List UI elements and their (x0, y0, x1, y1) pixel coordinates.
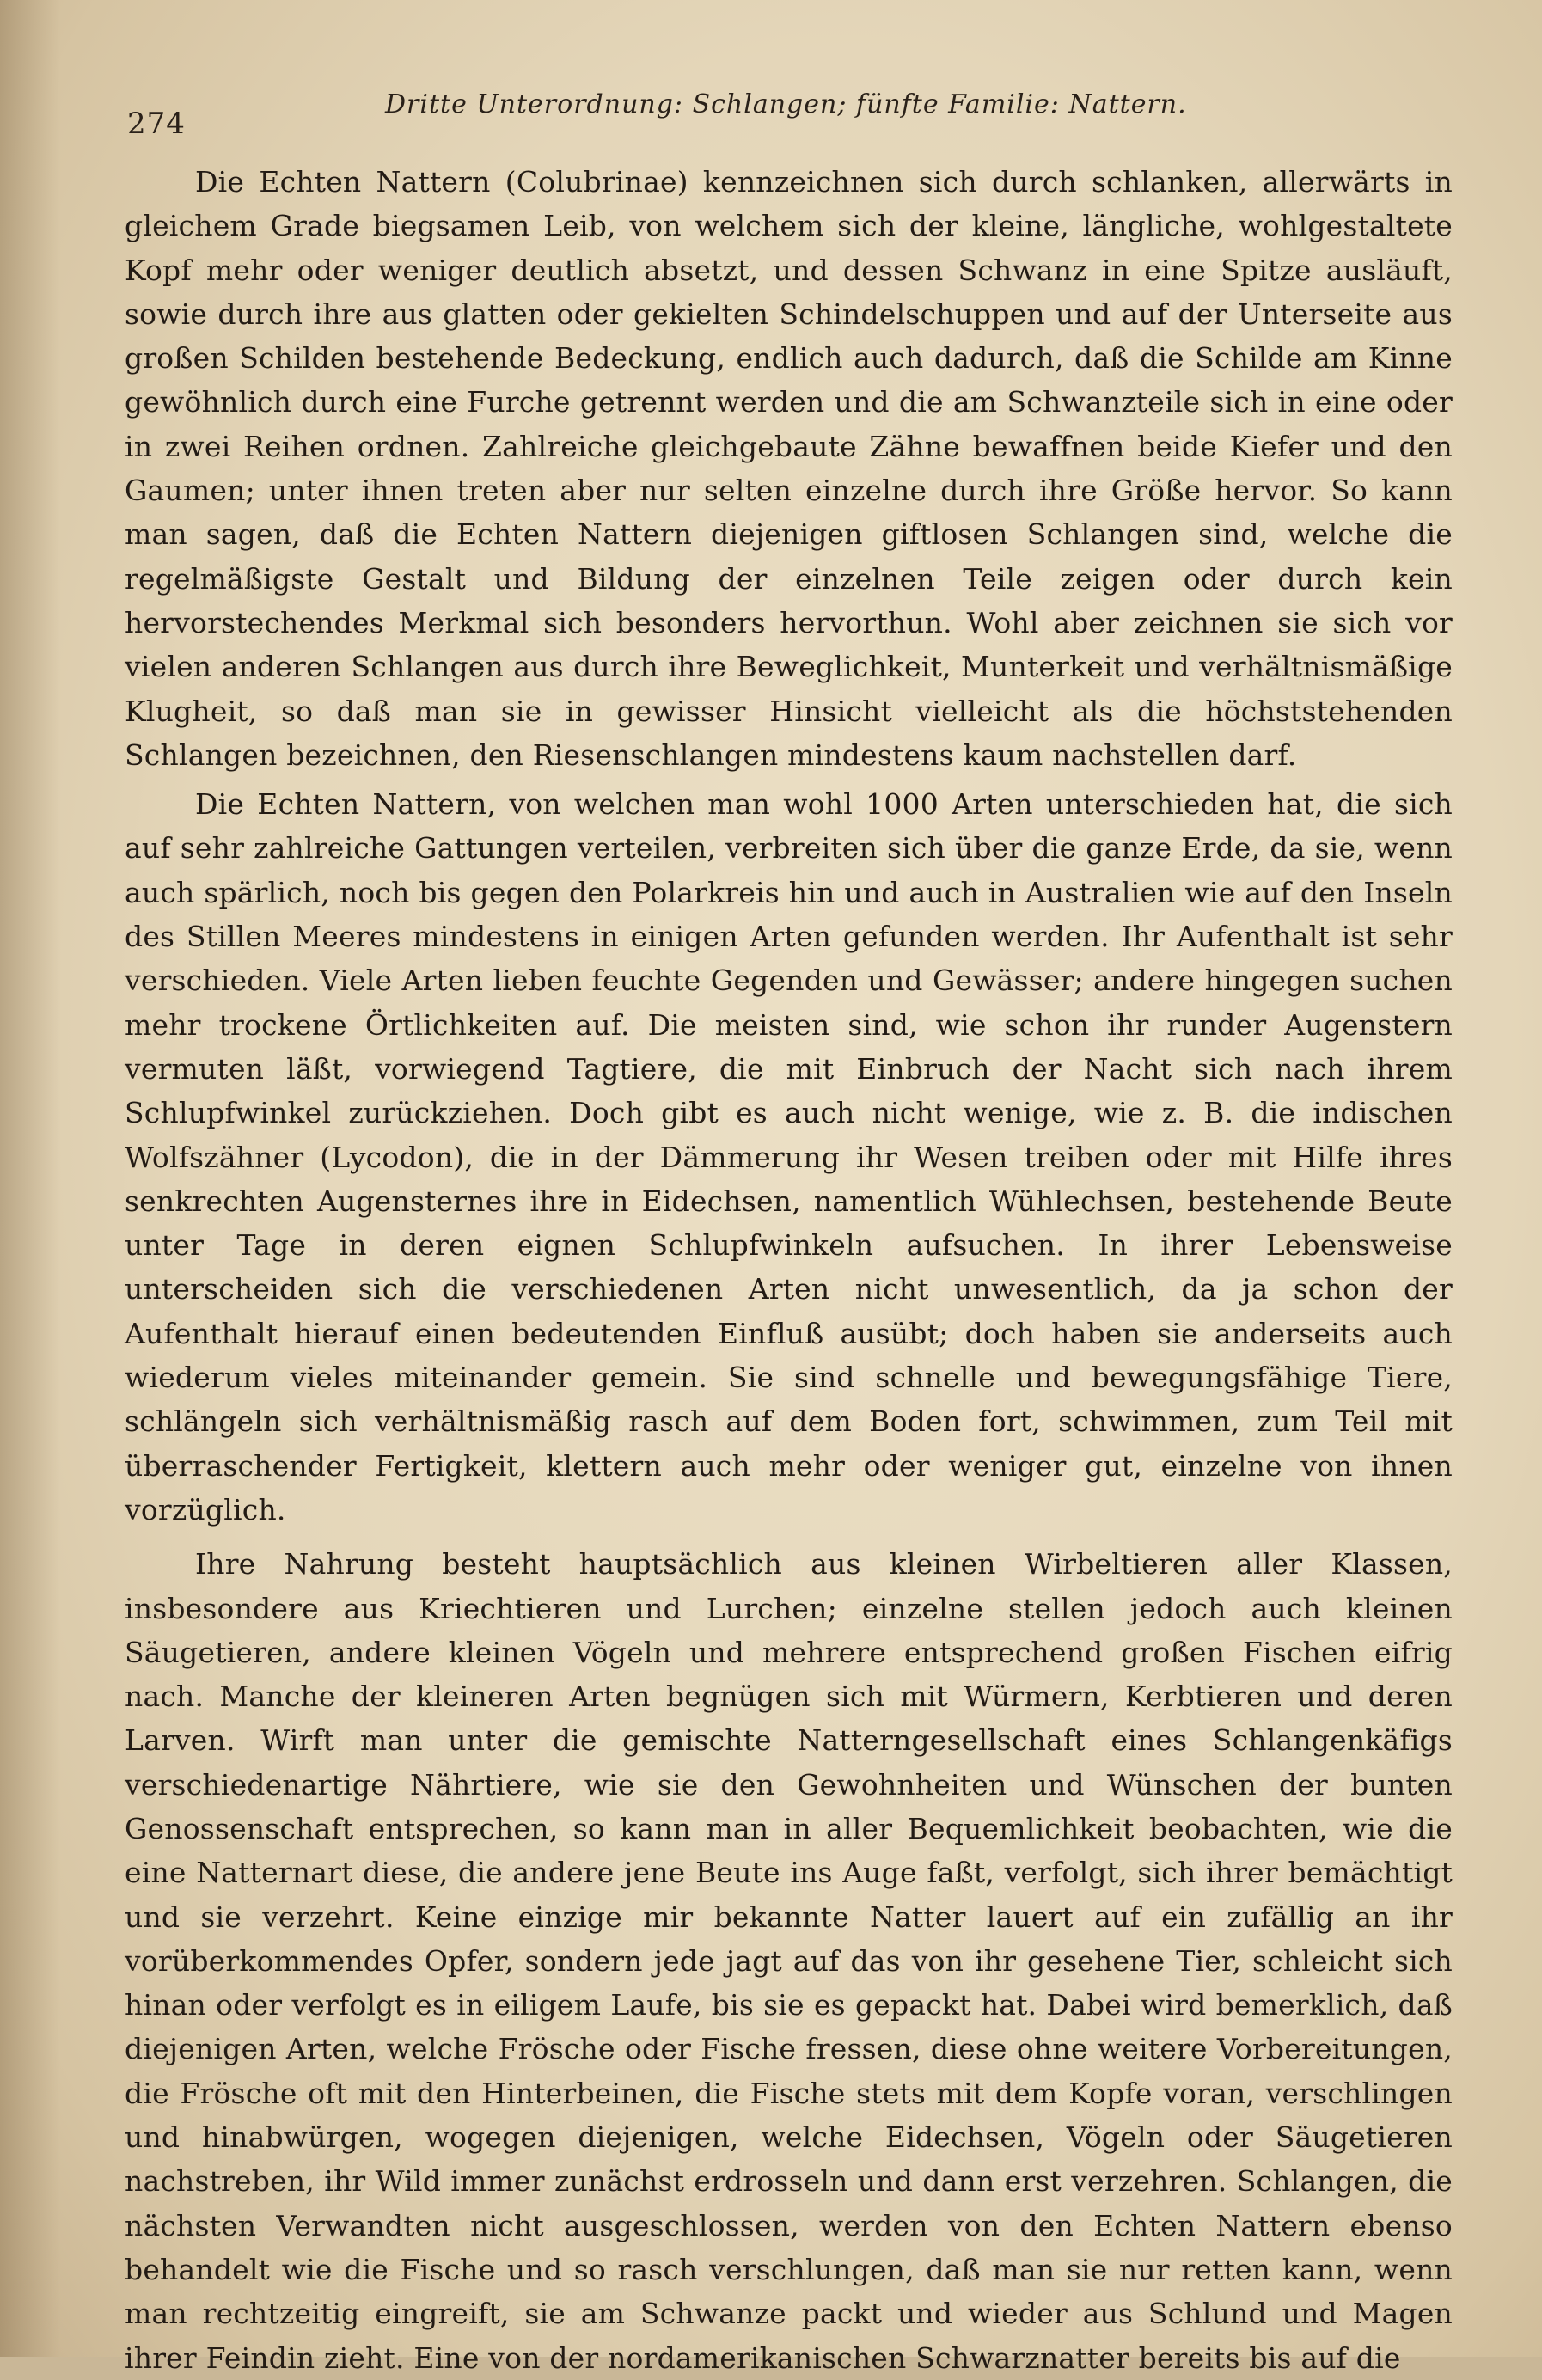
page-number: 274 (127, 107, 186, 141)
body-text (125, 160, 1453, 2380)
paragraph-3: Ihre Nahrung besteht hauptsächlich aus kleinen Wirbeltieren aller Klassen, insbesondere aus Kriechtieren und Lurchen; einzelne stellen jedoch auch kleinen Säugetieren, andere kleinen Vögeln und mehrere entsprechend großen Fischen eifrig nach. Manche der kleineren Arten begnügen sich mit Würmern, Kerbtieren und deren Larven. Wirft man unter die gemischte Natterngesellschaft eines Schlangenkäfigs verschiedenartige Nährtiere, wie sie den Gewohnheiten und Wünschen der bunten Genossenschaft entsprechen, so kann man in aller Bequemlichkeit beobachten, wie die eine Natternart diese, die andere jene Beute ins Auge faßt, verfolgt, sich ihrer bemächtigt und sie verzehrt. Keine einzige mir bekannte Natter lauert auf ein zufällig an ihr vorüberkommendes Opfer, sondern jede jagt auf das von ihr gesehene Tier, schleicht sich hinan oder verfolgt es in eiligem Laufe, bis sie es gepackt hat. Dabei wird bemerklich, daß diejenigen Arten, welche Frösche oder Fische fressen, diese ohne weitere Vorbereitungen, die Frösche oft mit den Hinterbeinen, die Fische stets mit dem Kopfe voran, verschlingen und hinabwürgen, wogegen diejenigen, welche Eidechsen, Vögeln oder Säugetieren nachstreben, ihr Wild immer zunächst erdrosseln und dann erst verzehren. Schlangen, die nächsten Verwandten nicht ausgeschlossen, werden von den Echten Nattern ebenso behandelt wie die Fische und so rasch verschlungen, daß man sie nur retten kann, wenn man rechtzeitig eingreift, sie am Schwanze packt und wieder aus Schlund und Magen ihrer Feindin zieht. Eine von der nordamerikanischen Schwarznatter bereits bis auf die (125, 1547, 1453, 2375)
paragraph-1: Die Echten Nattern (Colubrinae) kennzeichnen sich durch schlanken, allerwärts in gleichem Grade biegsamen Leib, von welchem sich der kleine, längliche, wohlgestaltete Kopf mehr oder weniger deutlich absetzt, und dessen Schwanz in eine Spitze ausläuft, sowie durch ihre aus glatten oder gekielten Schindelschuppen und auf der Unterseite aus großen Schilden bestehende Bedeckung, endlich auch dadurch, daß die Schilde am Kinne gewöhnlich durch eine Furche getrennt werden und die am Schwanzteile sich in eine oder in zwei Reihen ordnen. Zahlreiche gleichgebaute Zähne bewaffnen beide Kiefer und den Gaumen; unter ihnen treten aber nur selten einzelne durch ihre Größe hervor. So kann man sagen, daß die Echten Nattern diejenigen giftlosen Schlangen sind, welche die regelmäßigste Gestalt und Bildung der einzelnen Teile zeigen oder durch kein hervorstechendes Merkmal sich besonders hervorthun. Wohl aber zeichnen sie sich vor vielen anderen Schlangen aus durch ihre Beweglichkeit, Munterkeit und verhältnismäßige Klugheit, so daß man sie in gewisser Hinsicht vielleicht als die höchststehenden Schlangen bezeichnen, den Riesenschlangen mindestens kaum nachstellen darf. (125, 165, 1453, 772)
paragraph-2: Die Echten Nattern, von welchen man wohl 1000 Arten unterschieden hat, die sich auf sehr zahlreiche Gattungen verteilen, verbreiten sich über die ganze Erde, da sie, wenn auch spärlich, noch bis gegen den Polarkreis hin und auch in Australien wie auf den Inseln des Stillen Meeres mindestens in einigen Arten gefunden werden. Ihr Aufenthalt ist sehr verschieden. Viele Arten lieben feuchte Gegenden und Gewässer; andere hingegen suchen mehr trockene Örtlichkeiten auf. Die meisten sind, wie schon ihr runder Augenstern vermuten läßt, vorwiegend Tagtiere, die mit Einbruch der Nacht sich nach ihrem Schlupfwinkel zurückziehen. Doch gibt es auch nicht wenige, wie z. B. die indischen Wolfszähner (Lycodon), die in der Dämmerung ihr Wesen treiben oder mit Hilfe ihres senkrechten Augensternes ihre in Eidechsen, namentlich Wühlechsen, bestehende Beute unter Tage in deren eignen Schlupfwinkeln aufsuchen. In ihrer Lebensweise unterscheiden sich die verschiedenen Arten nicht unwesentlich, da ja schon der Aufenthalt hierauf einen bedeutenden Einfluß ausübt; doch haben sie anderseits auch wiederum vieles miteinander gemein. Sie sind schnelle und bewegungsfähige Tiere, schlängeln sich verhältnismäßig rasch auf dem Boden fort, schwimmen, zum Teil mit überraschender Fertigkeit, klettern auch mehr oder weniger gut, einzelne von ihnen vorzüglich. (125, 787, 1453, 1527)
running-head: Dritte Unterordnung: Schlangen; fünfte Familie: Nattern. (385, 89, 1187, 119)
page-header (101, 83, 1227, 141)
